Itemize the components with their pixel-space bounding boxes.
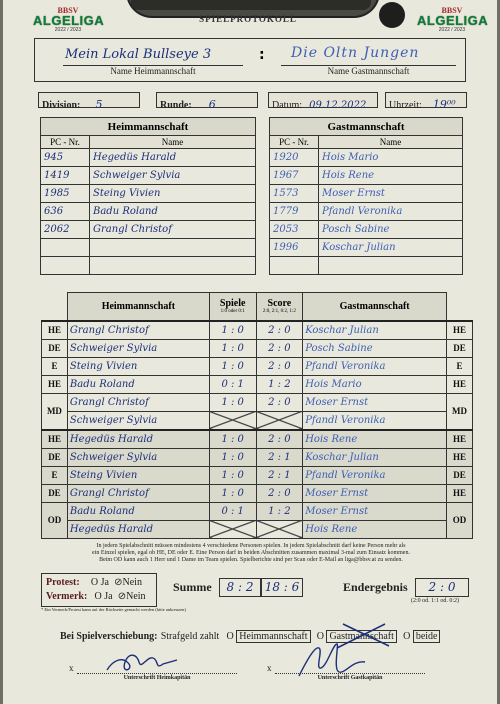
game-cat: HE [42,321,68,340]
game-home-player: Schweiger Sylvia [67,448,209,466]
guest-player-row [270,203,463,221]
endergebnis-sub: (2:0 od. 1:1 od. 0:2) [411,598,459,604]
home-pc: 2062 [41,221,90,239]
game-guest-player: Posch Sabine [303,339,447,357]
vermerk-no[interactable]: Nein [126,591,146,602]
time-label: Uhrzeit: [389,100,422,111]
home-player-row [41,167,256,185]
home-player-row [41,185,256,203]
guest-pc: 1573 [270,185,319,203]
game-row [42,339,473,357]
logo-left-season: 2022 / 2023 [54,27,82,33]
game-games: 1 : 0 [209,430,256,449]
game-row [42,357,473,375]
date-label: Datum: [272,100,302,111]
home-name: Grangl Christof [90,221,256,239]
guest-player-title: Gastmannschaft [270,118,463,136]
postpone-guest-label: Gastmannschaft [326,630,396,643]
protest-box [41,573,157,607]
protocol-sheet [3,0,497,704]
game-cat: E [42,357,68,375]
game-cat: MD [42,393,68,430]
game-home-player: Grangl Christof [67,321,209,340]
game-score: 2 : 0 [256,430,303,449]
guest-name: Hois Mario [319,149,463,167]
vermerk-yes[interactable]: O Ja [94,591,113,602]
vermerk-no-checked-icon[interactable]: ⊘ [117,591,127,602]
rules-note-line: In jedem Spielabschnitt müssen mindestens 4 verschiedene Personen spielen. In jedem Spielabschnitt darf keine Person mehr als [96,543,406,549]
game-games: 1 : 0 [209,321,256,340]
division-label: Division: [42,100,81,111]
games-col-games [209,293,256,321]
protest-no[interactable]: Nein [122,577,142,588]
clipboard-bar [131,0,371,10]
games-col-guest: Gastmannschaft [303,293,447,321]
game-row [42,520,473,538]
games-col-games-title: Spiele [219,298,246,310]
round-box [156,92,258,111]
games-col-score-sub: 2:0, 2:1, 0:2, 1:2 [262,309,296,315]
home-pc: 1985 [41,185,90,203]
home-name: Schweiger Sylvia [90,167,256,185]
summe-score: 18 : 6 [261,578,303,597]
game-cat-right: OD [447,502,473,538]
game-score: 2 : 0 [256,484,303,502]
game-games: 0 : 1 [209,375,256,393]
protest-no-checked-icon[interactable]: ⊘ [114,577,123,588]
time-value: 19⁰⁰ [432,98,456,111]
game-home-player: Grangl Christof [67,484,209,502]
game-score: 2 : 1 [256,448,303,466]
game-guest-player: Pfandl Veronika [303,357,447,375]
guest-name [319,257,463,275]
game-home-player: Hegedüs Harald [67,520,209,538]
logo-right-crest: BBSV [441,6,463,15]
postpone-home-label: Heimmannschaft [236,630,310,643]
protest-row [46,577,142,588]
game-cat: OD [42,502,68,538]
game-cat-right: MD [447,393,473,430]
game-home-player: Badu Roland [67,375,209,393]
game-cat-right: HE [447,448,473,466]
title-fragment: SPIELPROTOKOLL [199,14,297,24]
game-games: 0 : 1 [209,502,256,520]
home-pc: 945 [41,149,90,167]
vermerk-label: Vermerk: [46,591,88,602]
division-box [38,92,140,111]
endergebnis-value: 2 : 0 [415,578,469,597]
home-player-title: Heimmannschaft [41,118,256,136]
guest-player-row [270,257,463,275]
game-home-player: Steing Vivien [67,466,209,484]
guest-player-table [269,117,463,275]
guest-player-row [270,149,463,167]
games-table [41,292,473,539]
home-team-label: Name Heimmannschaft [110,66,196,76]
guest-name: Hois Rene [319,167,463,185]
logo-right-season: 2022 / 2023 [438,27,466,33]
game-games: 1 : 0 [209,484,256,502]
game-row [42,375,473,393]
guest-pc: 1996 [270,239,319,257]
game-score: 2 : 0 [256,357,303,375]
sig-guest-x: x [267,663,272,673]
game-guest-player: Pfandl Veronika [303,411,447,430]
game-cat-right: HE [447,430,473,449]
home-team-name: Mein Lokal Bullseye 3 [65,47,212,62]
date-value: 09.12.2022 [309,100,367,111]
games-corner-right [447,293,473,321]
home-player-row [41,203,256,221]
game-games: 1 : 0 [209,339,256,357]
game-score: 1 : 2 [256,502,303,520]
home-player-row [41,221,256,239]
guest-pc: 1779 [270,203,319,221]
logo-left [33,6,103,36]
game-score: 1 : 2 [256,375,303,393]
home-name: Steing Vivien [90,185,256,203]
game-games-crossed [209,411,256,430]
game-guest-player: Koschar Julian [303,321,447,340]
sig-guest-label: Unterschrift Gastkapitän [317,675,383,681]
summe-label: Summe [173,580,212,594]
game-home-player: Hegedüs Harald [67,430,209,449]
game-score: 2 : 0 [256,393,303,411]
home-player-table [40,117,256,275]
game-cat: DE [42,484,68,502]
logo-left-name: ALGELIGA [33,13,105,28]
home-pc [41,257,90,275]
game-home-player: Steing Vivien [67,357,209,375]
postpone-text: Strafgeld zahlt [160,631,220,642]
game-cat-right: HE [447,375,473,393]
guest-player-row [270,221,463,239]
game-games: 1 : 0 [209,448,256,466]
guest-col-pc: PC - Nr. [270,136,319,149]
games-col-games-sub: 1:0 oder 0:1 [220,309,245,315]
postpone-guest-option[interactable]: O Gastmannschaft [317,631,397,642]
game-row [42,502,473,520]
postpone-home-option[interactable]: O Heimmannschaft [226,631,310,642]
game-guest-player: Moser Ernst [303,502,447,520]
rules-note-line: Beim OD kann auch 1 Herr und 1 Dame im Team spielen. Spielberichte sind per Scan oder E-Mail an liga@bbsv.at zu senden. [99,557,403,563]
sig-home-x: x [69,663,74,673]
protest-yes[interactable]: O Ja [90,577,109,588]
game-home-player: Badu Roland [67,502,209,520]
game-row [42,393,473,411]
guest-player-row [270,167,463,185]
game-cat-right: E [447,357,473,375]
game-games: 1 : 0 [209,357,256,375]
rules-note [51,543,451,564]
endergebnis-label: Endergebnis [343,580,408,594]
home-pc: 1419 [41,167,90,185]
guest-pc: 1967 [270,167,319,185]
guest-col-name: Name [319,136,463,149]
guest-pc: 2053 [270,221,319,239]
home-player-row [41,149,256,167]
home-name [90,239,256,257]
games-col-score-title: Score [267,298,292,310]
game-guest-player: Koschar Julian [303,448,447,466]
date-box [268,92,378,111]
game-cat: E [42,466,68,484]
guest-pc: 1920 [270,149,319,167]
postpone-both-option[interactable]: O beide [403,631,440,642]
game-games: 1 : 0 [209,393,256,411]
game-guest-player: Hois Mario [303,375,447,393]
game-games-crossed [209,520,256,538]
guest-name: Posch Sabine [319,221,463,239]
teams-separator: : [259,47,265,63]
game-row [42,484,473,502]
clipboard-knob [379,2,405,28]
game-guest-player: Moser Ernst [303,484,447,502]
game-row [42,321,473,340]
round-label: Runde: [160,100,192,111]
game-home-player: Schweiger Sylvia [67,411,209,430]
game-games: 1 : 0 [209,466,256,484]
game-score: 2 : 0 [256,339,303,357]
game-guest-player: Hois Rene [303,520,447,538]
home-pc: 636 [41,203,90,221]
game-row [42,466,473,484]
guest-name: Moser Ernst [319,185,463,203]
guest-pc [270,257,319,275]
time-box [385,92,467,111]
logo-right-name: ALGELIGA [417,13,489,28]
guest-name: Koschar Julian [319,239,463,257]
vermerk-row [46,591,146,602]
round-value: 6 [208,98,216,111]
game-cat: DE [42,339,68,357]
guest-name: Pfandl Veronika [319,203,463,221]
game-score-crossed [256,520,303,538]
game-cat-right: DE [447,466,473,484]
game-row [42,448,473,466]
guest-player-row [270,185,463,203]
game-row [42,430,473,449]
protest-label: Protest: [46,577,80,588]
logo-right [417,6,487,36]
games-col-score [256,293,303,321]
guest-signature-icon [293,640,373,680]
game-cat: HE [42,430,68,449]
home-pc [41,239,90,257]
game-guest-player: Pfandl Veronika [303,466,447,484]
game-cat-right: HE [447,321,473,340]
game-cat-right: DE [447,339,473,357]
game-score: 2 : 1 [256,466,303,484]
game-guest-player: Hois Rene [303,430,447,449]
division-value: 5 [95,98,103,111]
game-cat: DE [42,448,68,466]
game-row [42,411,473,430]
home-col-name: Name [90,136,256,149]
team-names-box [34,38,466,82]
sig-home-label: Unterschrift Heimkapitän [123,675,191,681]
home-col-pc: PC - Nr. [41,136,90,149]
postpone-label: Bei Spielverschiebung: [60,631,158,642]
rules-note-line: ein Einzel spielen, egal ob HE, DE oder E. Eine Person darf in beiden Abschnitten zusammen maximal 3-mal zum Einsatz kommen. [92,550,410,556]
home-player-row [41,257,256,275]
logo-left-crest: BBSV [57,6,79,15]
games-col-home: Heimmannschaft [67,293,209,321]
games-corner-left [42,293,68,321]
postpone-both-label: beide [413,630,441,643]
guest-team-label: Name Gastmannschaft [327,66,410,76]
home-name: Badu Roland [90,203,256,221]
game-home-player: Grangl Christof [67,393,209,411]
guest-player-row [270,239,463,257]
home-name [90,257,256,275]
vermerk-small-note: * Ein Vermerk/Protest kann auf der Rückseite gemacht werden (bitte ankreuzen) [41,607,186,612]
game-guest-player: Moser Ernst [303,393,447,411]
home-name: Hegedüs Harald [90,149,256,167]
game-score: 2 : 0 [256,321,303,340]
home-player-row [41,239,256,257]
home-signature-icon [103,650,183,678]
game-cat: HE [42,375,68,393]
game-home-player: Schweiger Sylvia [67,339,209,357]
game-cat-right: HE [447,484,473,502]
guest-team-name: Die Oltn Jungen [291,45,420,61]
summe-games: 8 : 2 [219,578,261,597]
game-score-crossed [256,411,303,430]
